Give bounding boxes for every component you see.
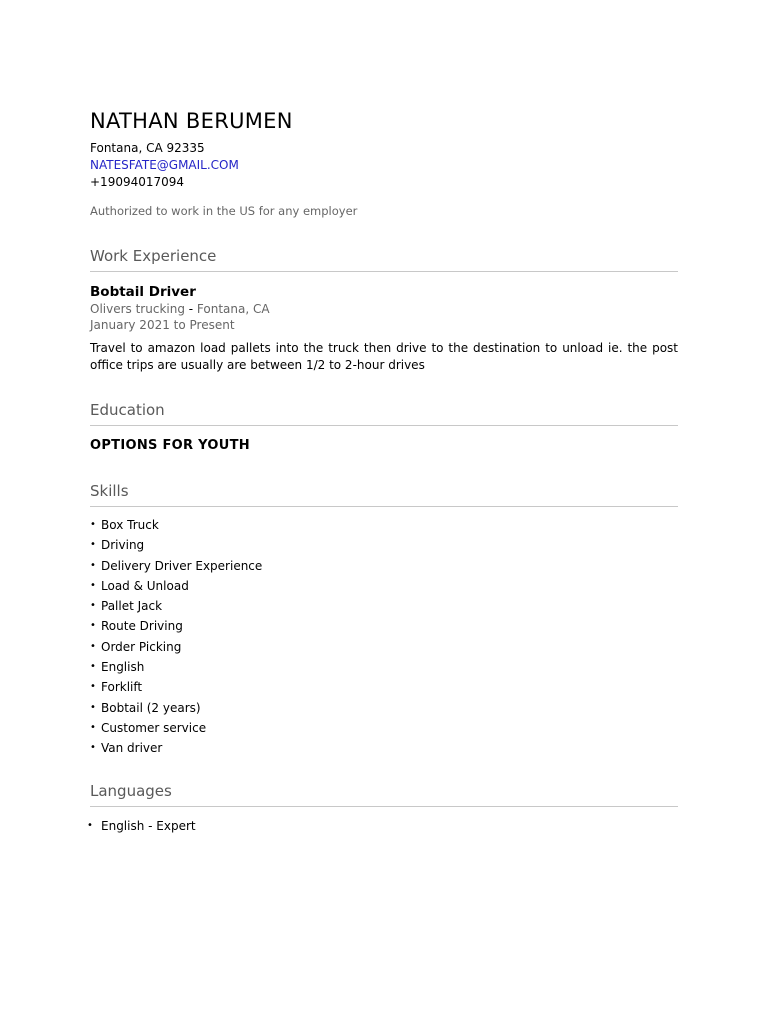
education-section bbox=[90, 400, 678, 454]
list-item bbox=[87, 816, 678, 836]
work-experience-heading: Work Experience bbox=[90, 246, 678, 272]
list-item bbox=[90, 677, 678, 697]
bullet-icon: • bbox=[90, 559, 96, 571]
skill-label: Bobtail (2 years) bbox=[101, 700, 201, 715]
work-experience-section bbox=[90, 246, 678, 374]
skill-label: Load & Unload bbox=[101, 578, 189, 593]
school-name: OPTIONS FOR YOUTH bbox=[90, 438, 250, 453]
bullet-icon: • bbox=[90, 519, 96, 530]
bullet-icon: • bbox=[90, 539, 96, 551]
languages-section bbox=[87, 781, 678, 836]
bullet-icon: • bbox=[90, 600, 96, 612]
work-authorization: Authorized to work in the US for any employer bbox=[90, 204, 358, 218]
skill-label: Forklift bbox=[101, 680, 143, 695]
skill-label: Driving bbox=[101, 538, 145, 553]
skills-list bbox=[90, 515, 678, 759]
language-label: English - Expert bbox=[101, 818, 196, 833]
skill-label: Box Truck bbox=[101, 518, 159, 532]
bullet-icon: • bbox=[87, 819, 93, 831]
languages-heading: Languages bbox=[90, 781, 678, 807]
skill-label: Order Picking bbox=[101, 639, 182, 654]
list-item bbox=[90, 738, 678, 758]
job-separator: - bbox=[184, 302, 197, 316]
education-heading: Education bbox=[90, 400, 678, 426]
languages-list bbox=[87, 816, 678, 836]
bullet-icon: • bbox=[90, 640, 96, 652]
bullet-icon: • bbox=[90, 579, 96, 591]
job-company-line bbox=[90, 301, 678, 317]
job-location: Fontana, CA bbox=[196, 302, 270, 316]
skill-label: Delivery Driver Experience bbox=[101, 558, 263, 573]
list-item bbox=[90, 657, 678, 677]
job-dates: January 2021 to Present bbox=[90, 318, 235, 332]
bullet-icon: • bbox=[90, 721, 96, 733]
list-item bbox=[90, 576, 678, 596]
list-item bbox=[90, 556, 678, 576]
list-item bbox=[90, 616, 678, 636]
list-item bbox=[90, 698, 678, 718]
skills-section bbox=[90, 481, 678, 759]
contact-info bbox=[90, 140, 678, 191]
skill-label: English bbox=[101, 660, 145, 675]
resume-content bbox=[87, 108, 678, 836]
job-description: Travel to amazon load pallets into the truck then drive to the destination to unload ie. the post office trips are usually are between 1/2 to 2-hour drives bbox=[90, 341, 678, 372]
job-title: Bobtail Driver bbox=[90, 284, 196, 300]
job-entry bbox=[90, 283, 678, 374]
list-item bbox=[90, 535, 678, 555]
job-company: Olivers trucking bbox=[90, 302, 185, 316]
skill-label: Route Driving bbox=[101, 619, 183, 634]
skill-label: Pallet Jack bbox=[101, 599, 163, 614]
bullet-icon: • bbox=[90, 620, 96, 632]
list-item bbox=[90, 596, 678, 616]
candidate-name: NATHAN BERUMEN bbox=[90, 109, 293, 133]
list-item bbox=[90, 515, 678, 535]
bullet-icon: • bbox=[90, 681, 96, 693]
skill-label: Customer service bbox=[101, 720, 207, 735]
phone-text: +19094017094 bbox=[90, 175, 185, 189]
bullet-icon: • bbox=[90, 742, 96, 754]
email-link[interactable]: NATESFATE@GMAIL.COM bbox=[90, 158, 239, 172]
list-item bbox=[90, 718, 678, 738]
bullet-icon: • bbox=[90, 701, 96, 713]
bullet-icon: • bbox=[90, 661, 96, 673]
location-text: Fontana, CA 92335 bbox=[90, 141, 205, 155]
skills-heading: Skills bbox=[90, 481, 678, 507]
skill-label: Van driver bbox=[101, 741, 163, 756]
list-item bbox=[90, 637, 678, 657]
